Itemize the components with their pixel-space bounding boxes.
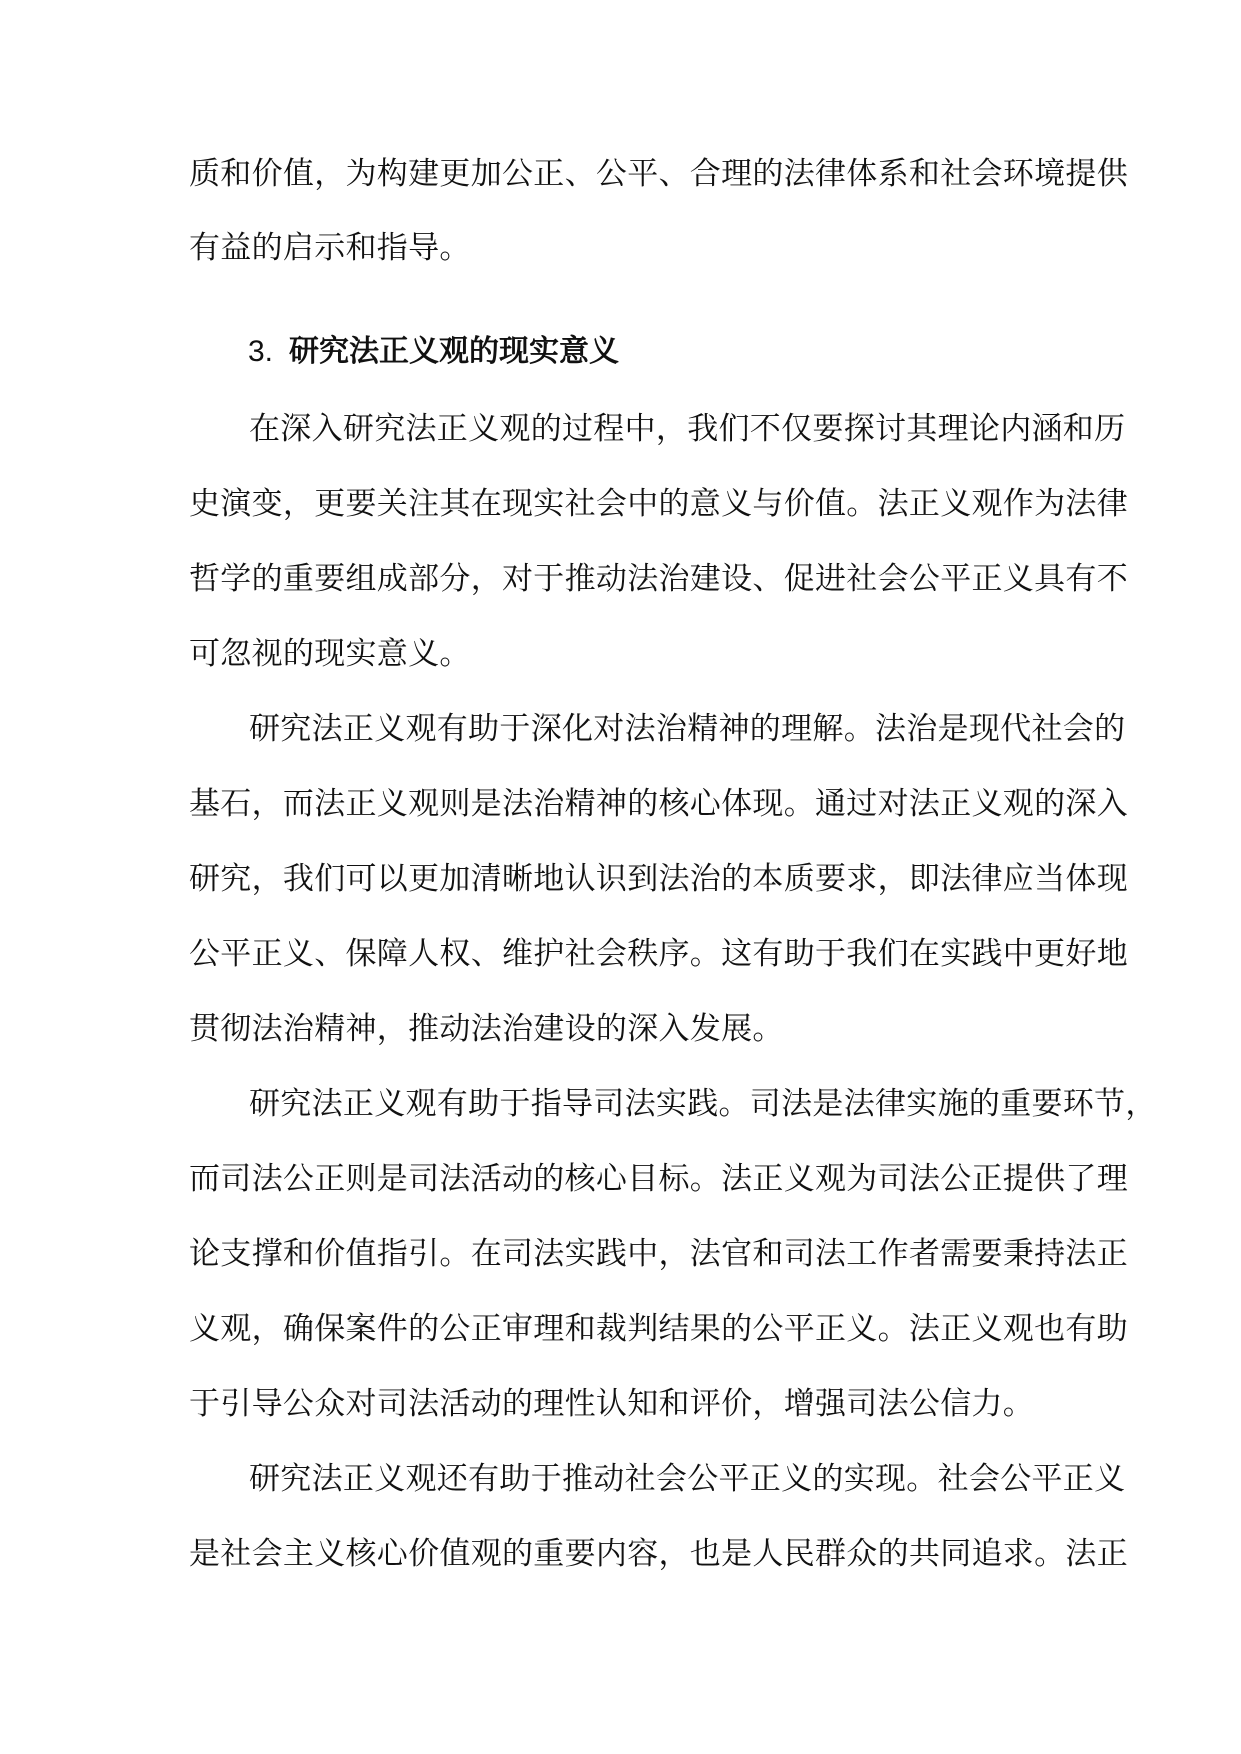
section-heading xyxy=(248,332,619,372)
paragraph-first-line: 研究法正义观有助于深化对法治精神的理解。法治是现代社会的 xyxy=(249,711,1126,747)
text-line: 质和价值，为构建更加公正、公平、合理的法律体系和社会环境提供 xyxy=(189,156,1128,192)
text-line: 论支撑和价值指引。在司法实践中，法官和司法工作者需要秉持法正 xyxy=(189,1236,1128,1272)
text-line: 研究，我们可以更加清晰地认识到法治的本质要求，即法律应当体现 xyxy=(189,861,1128,897)
paragraph-first-line: 研究法正义观还有助于推动社会公平正义的实现。社会公平正义 xyxy=(249,1461,1126,1497)
text-line: 基石，而法正义观则是法治精神的核心体现。通过对法正义观的深入 xyxy=(189,786,1128,822)
text-line: 贯彻法治精神，推动法治建设的深入发展。 xyxy=(189,1011,784,1047)
paragraph-first-line: 在深入研究法正义观的过程中，我们不仅要探讨其理论内涵和历 xyxy=(249,411,1126,447)
text-line: 于引导公众对司法活动的理性认知和评价，增强司法公信力。 xyxy=(189,1386,1035,1422)
section-title: 研究法正义观的现实意义 xyxy=(289,334,620,369)
text-line: 公平正义、保障人权、维护社会秩序。这有助于我们在实践中更好地 xyxy=(189,936,1128,972)
text-line: 而司法公正则是司法活动的核心目标。法正义观为司法公正提供了理 xyxy=(189,1161,1128,1197)
paragraph-first-line: 研究法正义观有助于指导司法实践。司法是法律实施的重要环节， xyxy=(249,1086,1157,1122)
text-line: 是社会主义核心价值观的重要内容，也是人民群众的共同追求。法正 xyxy=(189,1536,1128,1572)
text-line: 哲学的重要组成部分，对于推动法治建设、促进社会公平正义具有不 xyxy=(189,561,1128,597)
text-line: 史演变，更要关注其在现实社会中的意义与价值。法正义观作为法律 xyxy=(189,486,1128,522)
section-number: 3. xyxy=(248,335,274,368)
text-line: 可忽视的现实意义。 xyxy=(189,636,471,672)
text-line: 义观，确保案件的公正审理和裁判结果的公平正义。法正义观也有助 xyxy=(189,1311,1128,1347)
text-line: 有益的启示和指导。 xyxy=(189,230,471,266)
